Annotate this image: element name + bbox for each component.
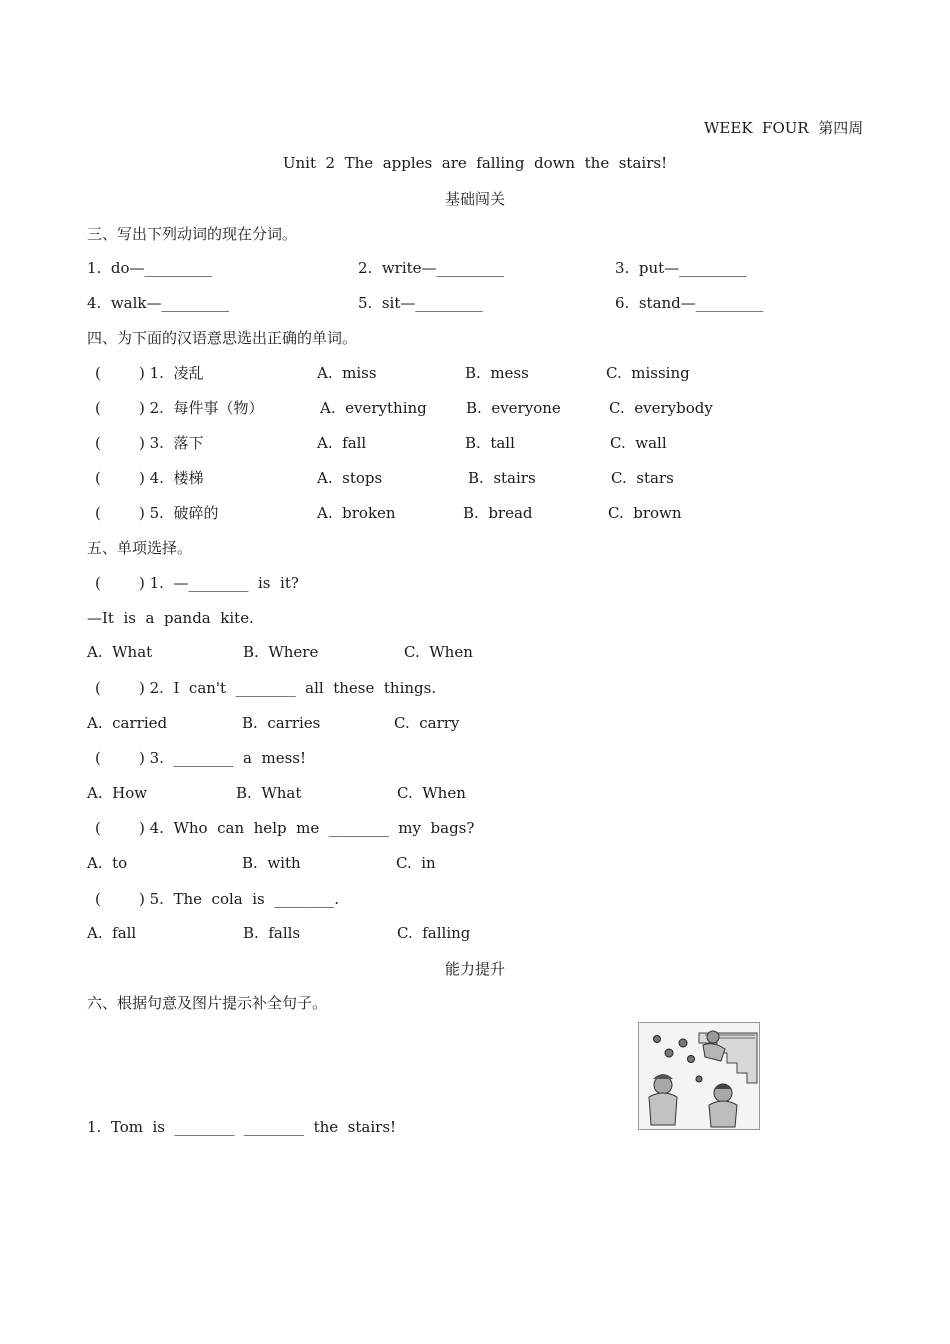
part5-option-a: A. carried [87, 714, 168, 732]
part3-item: 4. walk—_________ [87, 294, 230, 312]
part5-question: ( ) 1. —________ is it? [95, 574, 299, 592]
part4-stem: ( ) 2. 每件事（物） [95, 399, 264, 417]
part5-option-c: C. falling [397, 924, 471, 942]
section-basic: 基础闯关 [444, 190, 505, 208]
part4-heading: 四、为下面的汉语意思选出正确的单词。 [87, 329, 358, 347]
unit-title: Unit 2 The apples are falling down the stairs! [282, 154, 668, 172]
part4-option-c: C. wall [610, 434, 667, 452]
part4-option-a: A. fall [317, 434, 367, 452]
part4-option-b: B. bread [463, 504, 533, 522]
section-advanced: 能力提升 [444, 960, 505, 978]
part4-option-a: A. everything [320, 399, 427, 417]
part3-item: 1. do—_________ [87, 259, 212, 277]
part4-option-b: B. tall [465, 434, 515, 452]
part5-option-a: A. fall [87, 924, 137, 942]
part5-option-b: B. What [236, 784, 302, 802]
part4-stem: ( ) 4. 楼梯 [95, 469, 204, 487]
part4-option-b: B. everyone [466, 399, 561, 417]
part5-question: ( ) 4. Who can help me ________ my bags? [95, 819, 475, 837]
stairs-illustration [638, 1022, 760, 1130]
part4-option-b: B. stairs [468, 469, 536, 487]
part5-question: ( ) 2. I can't ________ all these things. [95, 679, 437, 697]
part5-option-b: B. carries [242, 714, 321, 732]
part5-option-c: C. When [404, 643, 473, 661]
part3-item: 5. sit—_________ [358, 294, 483, 312]
part4-option-a: A. broken [317, 504, 396, 522]
part5-option-b: B. with [242, 854, 301, 872]
part5-answer-line: —It is a panda kite. [87, 609, 254, 627]
part6-item: 1. Tom is ________ ________ the stairs! [87, 1118, 397, 1136]
part5-option-c: C. in [396, 854, 436, 872]
part5-heading: 五、单项选择。 [87, 539, 193, 557]
part5-option-b: B. falls [243, 924, 301, 942]
part5-option-c: C. When [397, 784, 466, 802]
part4-option-b: B. mess [465, 364, 529, 382]
part3-heading: 三、写出下列动词的现在分词。 [87, 225, 298, 243]
part5-option-b: B. Where [243, 643, 319, 661]
part5-option-c: C. carry [394, 714, 460, 732]
part4-option-c: C. stars [611, 469, 674, 487]
part5-question: ( ) 3. ________ a mess! [95, 749, 307, 767]
week-label: WEEK FOUR 第四周 [704, 119, 864, 137]
part5-option-a: A. How [87, 784, 148, 802]
part4-stem: ( ) 1. 凌乱 [95, 364, 204, 382]
part4-stem: ( ) 3. 落下 [95, 434, 204, 452]
part4-option-c: C. everybody [609, 399, 713, 417]
cartoon-picture-icon [639, 1023, 759, 1129]
part5-question: ( ) 5. The cola is ________. [95, 890, 340, 908]
part3-item: 3. put—_________ [615, 259, 747, 277]
part5-option-a: A. to [87, 854, 128, 872]
part4-option-a: A. stops [317, 469, 383, 487]
part5-option-a: A. What [87, 643, 153, 661]
part4-stem: ( ) 5. 破碎的 [95, 504, 219, 522]
part4-option-c: C. brown [608, 504, 682, 522]
part3-item: 6. stand—_________ [615, 294, 764, 312]
part4-option-c: C. missing [606, 364, 690, 382]
part3-item: 2. write—_________ [358, 259, 505, 277]
part6-heading: 六、根据句意及图片提示补全句子。 [87, 994, 328, 1012]
part4-option-a: A. miss [317, 364, 377, 382]
